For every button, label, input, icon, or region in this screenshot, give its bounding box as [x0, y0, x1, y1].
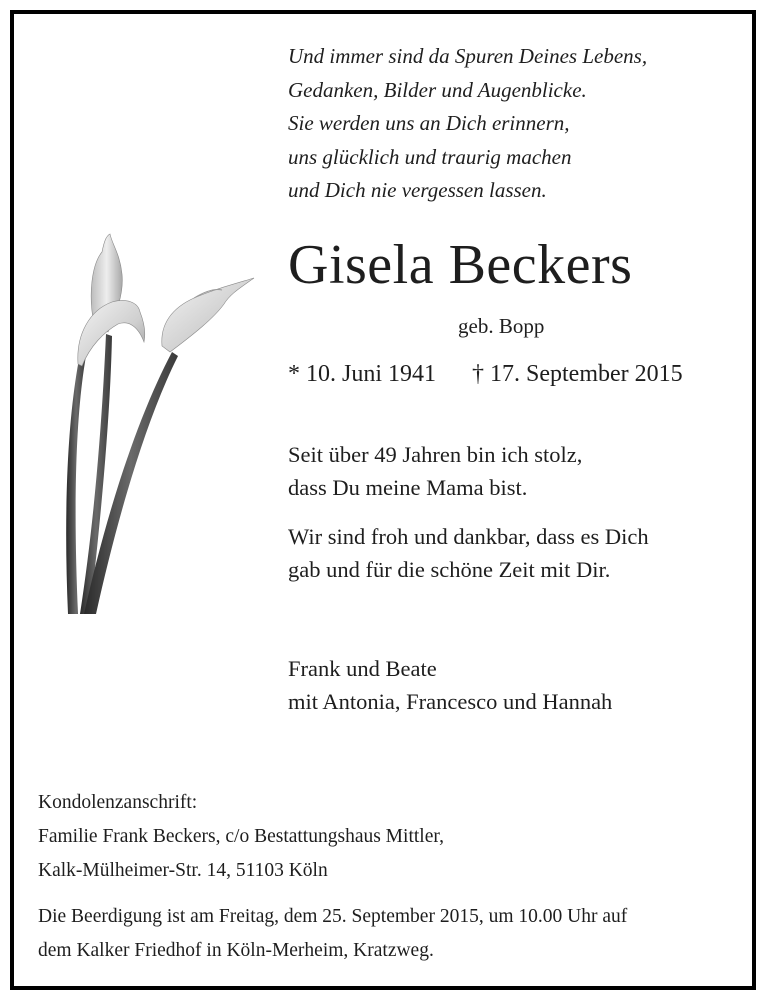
deceased-name: Gisela Beckers [288, 234, 633, 296]
poem [288, 40, 647, 208]
poem-line: Gedanken, Bilder und Augenblicke. [288, 77, 587, 102]
funeral-line: dem Kalker Friedhof in Köln-Merheim, Kratzweg. [38, 940, 434, 961]
calla-lily-icon [54, 224, 264, 614]
obituary-frame [10, 10, 756, 990]
message-block-1 [288, 438, 582, 504]
poem-line: uns glücklich und traurig machen [288, 144, 572, 169]
message-line: Seit über 49 Jahren bin ich stolz, [288, 442, 583, 467]
signatory-line: Frank und Beate [288, 656, 437, 681]
birth-date: * 10. Juni 1941 [288, 361, 437, 387]
signatory-line: mit Antonia, Francesco und Hannah [288, 689, 613, 714]
address-line: Familie Frank Beckers, c/o Bestattungshaus Mittler, [38, 826, 444, 847]
message-block-2 [288, 520, 649, 586]
poem-line: und Dich nie vergessen lassen. [288, 178, 547, 202]
message-line: gab und für die schöne Zeit mit Dir. [288, 557, 611, 582]
death-date: † 17. September 2015 [472, 361, 683, 387]
signatories [288, 652, 612, 718]
poem-line: Und immer sind da Spuren Deines Lebens, [288, 44, 648, 68]
condolence-address [38, 786, 444, 888]
message-line: Wir sind froh und dankbar, dass es Dich [288, 524, 649, 549]
poem-line: Sie werden uns an Dich erinnern, [288, 111, 570, 135]
life-dates [288, 358, 683, 390]
funeral-line: Die Beerdigung ist am Freitag, dem 25. September 2015, um 10.00 Uhr auf [38, 906, 628, 927]
funeral-notice [38, 900, 627, 968]
maiden-name: geb. Bopp [458, 314, 545, 338]
address-line: Kalk-Mülheimer-Str. 14, 51103 Köln [38, 860, 328, 881]
address-line: Kondolenzanschrift: [38, 792, 198, 813]
message-line: dass Du meine Mama bist. [288, 475, 528, 500]
